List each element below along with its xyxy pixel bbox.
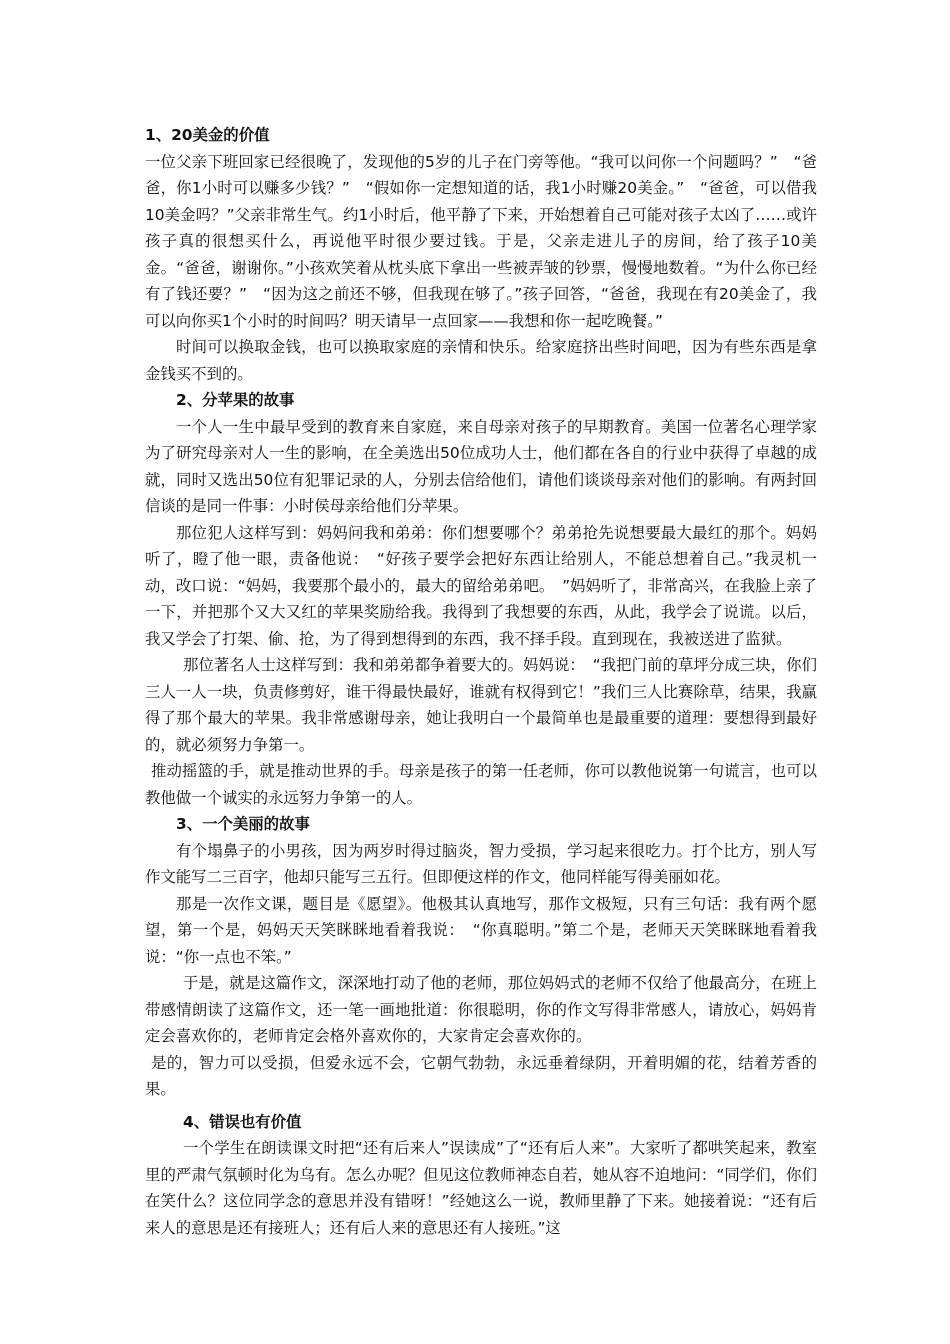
paragraph: 一个人一生中最早受到的教育来自家庭，来自母亲对孩子的早期教育。美国一位著名心理学家为了研究母亲对人一生的影响，在全美选出50位成功人士，他们都在各自的行业中获得了卓越的成就，同时又选出50位有犯罪记录的人，分别去信给他们，请他们谈谈母亲对他们的影响。有两封回信谈的是同一件事：小时侯母亲给他们分苹果。 — [145, 417, 817, 515]
section-title-1: 1、20美金的价值 — [145, 126, 270, 144]
paragraph: 那位犯人这样写到：妈妈问我和弟弟：你们想要哪个？弟弟抢先说想要最大最红的那个。妈妈听了，瞪了他一眼，责备他说： “好孩子要学会把好东西让给别人，不能总想着自己。”我灵机一动，改口说：“妈妈，我要那个最小的，最大的留给弟弟吧。 ”妈妈听了，非常高兴，在我脸上亲了一下，并把那个又大又红的苹果奖励给我。我得到了我想要的东西，从此，我学会了说谎。以后，我又学会了打架、偷、抢，为了得到想得到的东西，我不择手段。直到现在，我被送进了监狱。 — [145, 523, 817, 648]
paragraph: 推动摇篮的手，就是推动世界的手。母亲是孩子的第一任老师，你可以教他说第一句谎言，也可以教他做一个诚实的永远努力争第一的人。 — [145, 762, 817, 807]
paragraph: 有个塌鼻子的小男孩，因为两岁时得过脑炎，智力受损，学习起来很吃力。打个比方，别人写作文能写二三百字，他却只能写三五行。但即便这样的作文，他同样能写得美丽如花。 — [145, 841, 817, 886]
section-title-2: 2、分苹果的故事 — [176, 391, 295, 409]
section-title-4: 4、错误也有价值 — [183, 1112, 302, 1131]
paragraph: 一位父亲下班回家已经很晚了，发现他的5岁的儿子在门旁等他。“我可以问你一个问题吗？” “爸爸，你1小时可以赚多少钱？” “假如你一定想知道的话，我1小时赚20美金。” “爸爸，可以借我10美金吗？”父亲非常生气。约1小时后，他平静了下来，开始想着自己可能对孩子太凶了……或许孩子真的很想买什么，再说他平时很少要过钱。于是，父亲走进儿子的房间，给了孩子10美金。“爸爸，谢谢你。”小孩欢笑着从枕头底下拿出一些被弄皱的钞票，慢慢地数着。“为什么你已经有了钱还要？” “因为这之前还不够，但我现在够了。”孩子回答，“爸爸，我现在有20美金了，我可以向你买1个小时的时间吗？明天请早一点回家——我想和你一起吃晚餐。” — [145, 152, 817, 330]
section-title-3: 3、一个美丽的故事 — [176, 815, 310, 833]
paragraph: 那位著名人士这样写到：我和弟弟都争着要大的。妈妈说： “我把门前的草坪分成三块，你们三人一人一块，负责修剪好，谁干得最快最好，谁就有权得到它！”我们三人比赛除草，结果，我赢得了那个最大的苹果。我非常感谢母亲，她让我明白一个最简单也是最重要的道理：要想得到最好的，就必须努力争第一。 — [145, 656, 817, 754]
paragraph: 是的，智力可以受损，但爱永远不会，它朝气勃勃，永远垂着绿阴，开着明媚的花，结着芳香的果。 — [145, 1053, 817, 1098]
paragraph: 那是一次作文课，题目是《愿望》。他极其认真地写，那作文极短，只有三句话：我有两个愿望，第一个是，妈妈天天笑眯眯地看着我说： “你真聪明。”第二个是，老师天天笑眯眯地看着我说：“你一点也不笨。” — [145, 894, 817, 966]
paragraph: 于是，就是这篇作文，深深地打动了他的老师，那位妈妈式的老师不仅给了他最高分，在班上带感情朗读了这篇作文，还一笔一画地批道：你很聪明，你的作文写得非常感人，请放心，妈妈肯定会喜欢你的，老师肯定会格外喜欢你的，大家肯定会喜欢你的。 — [145, 974, 817, 1045]
paragraph: 时间可以换取金钱，也可以换取家庭的亲情和快乐。给家庭挤出些时间吧，因为有些东西是拿金钱买不到的。 — [145, 338, 817, 383]
paragraph: 一个学生在朗读课文时把“还有后来人”误读成”了“还有后人来”。大家听了都哄笑起来，教室里的严肃气氛顿时化为乌有。怎么办呢？但见这位教师神态自若，她从容不迫地问：“同学们，你们在笑什么？这位同学念的意思并没有错呀！”经她这么一说，教师里静了下来。她接着说：“还有后来人的意思是还有接班人；还有后人来的意思还有人接班。”这 — [145, 1139, 817, 1237]
document-body — [145, 122, 817, 1241]
